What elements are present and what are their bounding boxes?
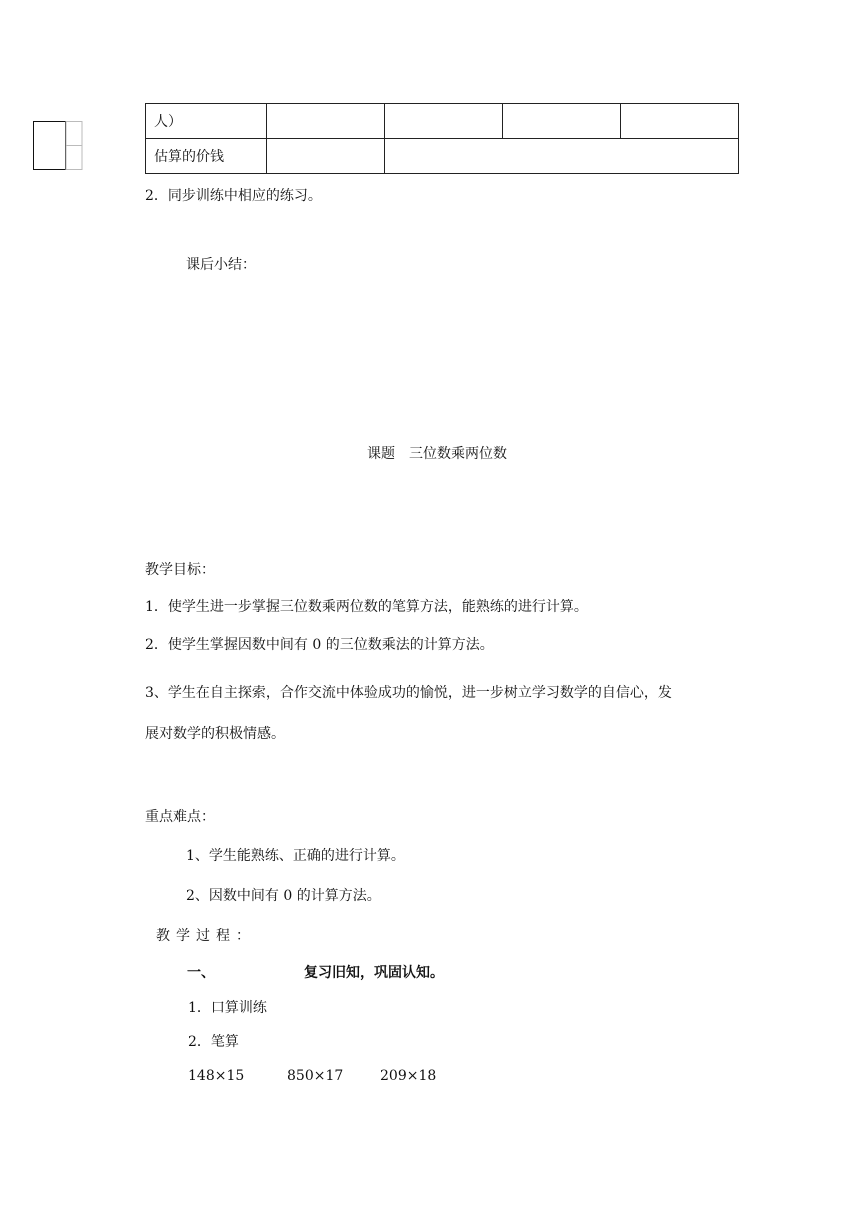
table-cell [385, 104, 503, 139]
key-point-1: 1、学生能熟练、正确的进行计算。 [186, 848, 405, 864]
margin-corner-mark [33, 121, 85, 173]
calc-2: 850×17 [287, 1068, 344, 1084]
table-cell: 人） [146, 104, 267, 139]
key-point-2: 2、因数中间有 0 的计算方法。 [186, 888, 381, 904]
step-1: 1．口算训练 [188, 1000, 267, 1016]
table-cell: 估算的价钱 [146, 139, 267, 174]
calc-3: 209×18 [380, 1068, 437, 1084]
goals-heading: 教学目标： [145, 562, 215, 578]
table-row [146, 104, 739, 139]
calc-1: 148×15 [188, 1068, 245, 1084]
table-cell [621, 104, 739, 139]
summary-heading: 课后小结： [186, 257, 256, 273]
goal-2: 2．使学生掌握因数中间有 0 的三位数乘法的计算方法。 [145, 637, 494, 653]
table-cell [503, 104, 621, 139]
goal-1: 1．使学生进一步掌握三位数乘两位数的笔算方法，能熟练的进行计算。 [145, 599, 588, 615]
key-heading: 重点难点： [145, 809, 215, 825]
table-cell [267, 104, 385, 139]
price-table [145, 103, 739, 174]
lesson-title: 课题 三位数乘两位数 [367, 446, 507, 462]
goal-3-line-2: 展对数学的积极情感。 [145, 726, 285, 742]
section-1-title: 复习旧知，巩固认知。 [304, 965, 444, 981]
table-row [146, 139, 739, 174]
process-heading: 教学过程： [156, 928, 256, 944]
step-2: 2．笔算 [188, 1034, 239, 1050]
table-cell [385, 139, 739, 174]
goal-3-line-1: 3、学生在自主探索，合作交流中体验成功的愉悦，进一步树立学习数学的自信心，发 [145, 685, 672, 701]
practice-line: 2．同步训练中相应的练习。 [145, 188, 322, 204]
section-1-number: 一、 [187, 965, 215, 981]
table-cell [267, 139, 385, 174]
